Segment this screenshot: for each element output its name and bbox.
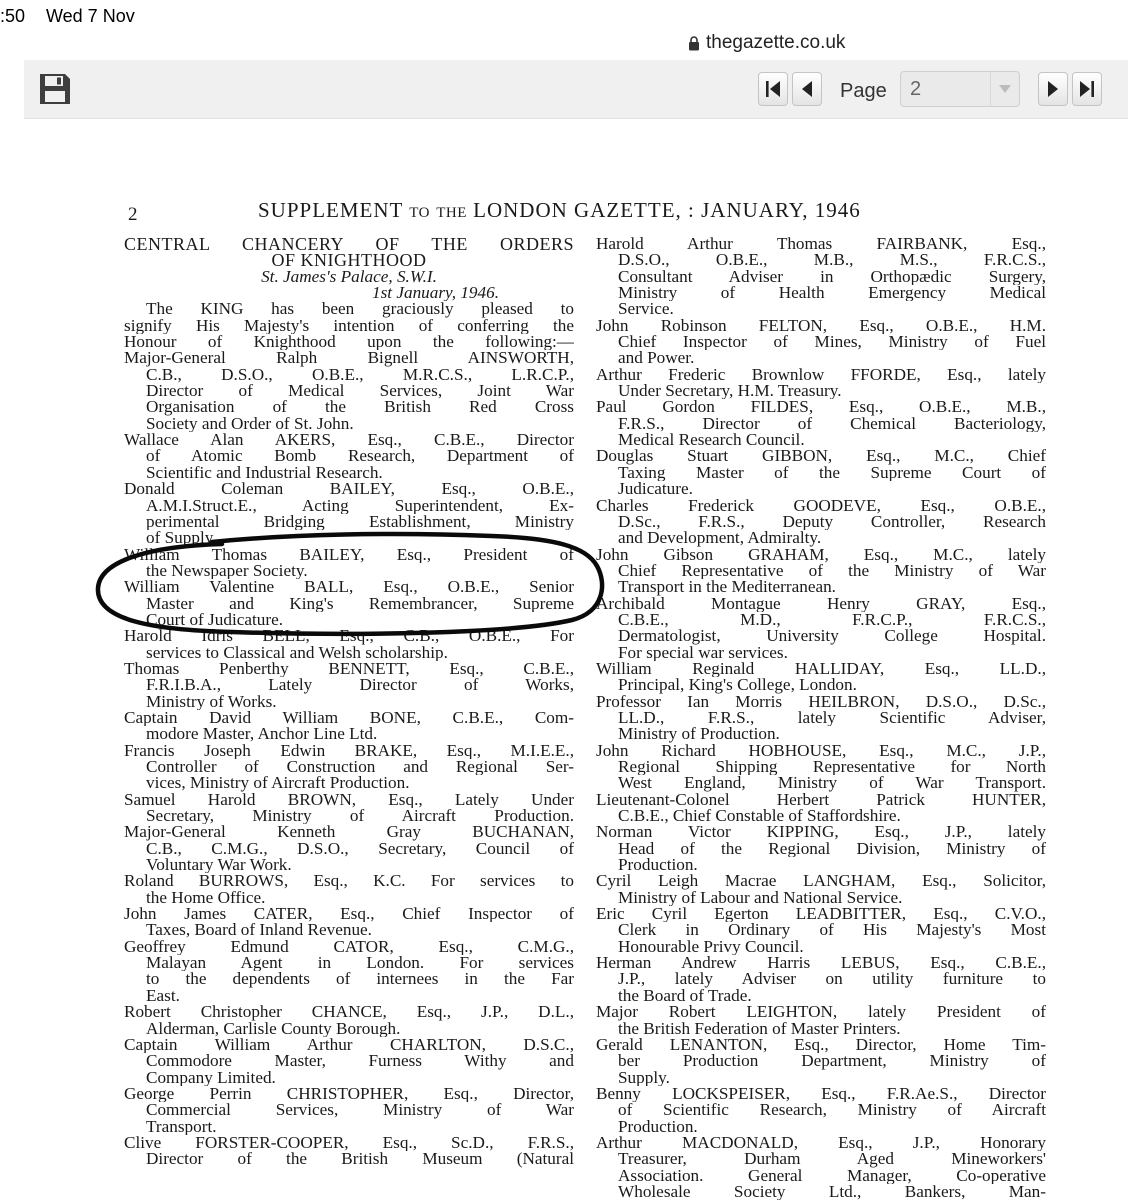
next-page-icon bbox=[1047, 80, 1059, 98]
url-display[interactable] bbox=[688, 32, 845, 54]
right-column-line: Ministry of Production. bbox=[618, 726, 780, 743]
left-column-line: Francis Joseph Edwin BRAKE, Esq., M.I.E.E., bbox=[124, 742, 574, 759]
left-column bbox=[124, 236, 574, 1168]
right-column-line: Judicature. bbox=[618, 481, 693, 498]
right-column-line: of Scientific Research, Ministry of Aircraft bbox=[618, 1102, 1046, 1119]
right-column-line: Production. bbox=[618, 1118, 698, 1135]
right-column-line: the British Federation of Master Printers. bbox=[618, 1020, 901, 1037]
left-column-line: modore Master, Anchor Line Ltd. bbox=[146, 726, 378, 743]
right-column-line: Regional Shipping Representative for North bbox=[618, 759, 1046, 776]
left-column-line: Commodore Master, Furness Withy and bbox=[146, 1053, 574, 1070]
left-column-line: Director of Medical Services, Joint War bbox=[146, 383, 574, 400]
header-gazette: LONDON GAZETTE, bbox=[473, 198, 682, 222]
left-column-line: Scientific and Industrial Research. bbox=[146, 464, 383, 482]
left-column-line: St. James's Palace, S.W.I. bbox=[261, 268, 437, 286]
right-column bbox=[596, 236, 1046, 1200]
previous-page-icon bbox=[801, 80, 813, 98]
left-column-line: Donald Coleman BAILEY, Esq., O.B.E., bbox=[124, 481, 574, 498]
right-column-line: Transport in the Mediterranean. bbox=[618, 579, 836, 596]
right-column-line: Herman Andrew Harris LEBUS, Esq., C.B.E., bbox=[596, 955, 1046, 972]
left-column-line: CENTRAL CHANCERY OF THE ORDERS bbox=[124, 236, 574, 253]
left-column-line: F.R.I.B.A., Lately Director of Works, bbox=[146, 677, 574, 694]
right-column-line: John Robinson FELTON, Esq., O.B.E., H.M. bbox=[596, 317, 1046, 335]
right-column-line: and Development, Admiralty. bbox=[618, 530, 822, 547]
left-column-line: John James CATER, Esq., Chief Inspector of bbox=[124, 906, 574, 923]
address-bar[interactable] bbox=[0, 30, 1128, 56]
page-select[interactable] bbox=[900, 71, 1020, 107]
viewer-toolbar bbox=[24, 60, 1128, 119]
left-column-line: George Perrin CHRISTOPHER, Esq., Director, bbox=[124, 1085, 574, 1103]
right-column-line: Harold Arthur Thomas FAIRBANK, Esq., bbox=[596, 236, 1046, 253]
left-column-line: Malayan Agent in London. For services bbox=[146, 955, 574, 972]
right-column-line: Supply. bbox=[618, 1069, 670, 1086]
right-column-line: Norman Victor KIPPING, Esq., J.P., lately bbox=[596, 824, 1046, 841]
first-page-icon bbox=[765, 80, 781, 98]
left-column-line: Robert Christopher CHANCE, Esq., J.P., D.L., bbox=[124, 1004, 574, 1021]
page-label: Page bbox=[840, 80, 887, 102]
right-column-line: Douglas Stuart GIBBON, Esq., M.C., Chief bbox=[596, 448, 1046, 465]
right-column-line: F.R.S., Director of Chemical Bacteriology, bbox=[618, 415, 1046, 433]
save-icon[interactable] bbox=[38, 72, 72, 106]
next-page-button[interactable] bbox=[1038, 72, 1068, 106]
page-select-value: 2 bbox=[910, 78, 922, 100]
right-column-line: John Gibson GRAHAM, Esq., M.C., lately bbox=[596, 546, 1046, 563]
left-column-line: C.B., C.M.G., D.S.O., Secretary, Council of bbox=[146, 840, 574, 858]
right-column-line: Service. bbox=[618, 301, 674, 318]
right-column-line: D.Sc., F.R.S., Deputy Controller, Research bbox=[618, 513, 1046, 531]
last-page-icon bbox=[1079, 80, 1095, 98]
lock-icon bbox=[688, 36, 700, 51]
right-column-line: Honourable Privy Council. bbox=[618, 938, 804, 956]
right-column-line: Under Secretary, H.M. Treasury. bbox=[618, 383, 842, 400]
left-column-line: Major-General Kenneth Gray BUCHANAN, bbox=[124, 824, 574, 841]
left-column-line: Court of Judicature. bbox=[146, 611, 283, 629]
left-column-line: Society and Order of St. John. bbox=[146, 415, 354, 433]
left-column-line: Organisation of the British Red Cross bbox=[146, 399, 574, 416]
previous-page-button[interactable] bbox=[792, 72, 822, 106]
left-column-line: William Thomas BAILEY, Esq., President of bbox=[124, 546, 574, 563]
right-column-line: Medical Research Council. bbox=[618, 432, 805, 449]
left-column-line: Samuel Harold BROWN, Esq., Lately Under bbox=[124, 791, 574, 809]
right-column-line: C.B.E., M.D., F.R.C.P., F.R.C.S., bbox=[618, 611, 1046, 629]
left-column-line: Director of the British Museum (Natural bbox=[146, 1151, 574, 1168]
right-column-line: Eric Cyril Egerton LEADBITTER, Esq., C.V.O., bbox=[596, 906, 1046, 923]
right-column-line: Professor Ian Morris HEILBRON, D.S.O., D.Sc., bbox=[596, 693, 1046, 710]
right-column-line: Lieutenant-Colonel Herbert Patrick HUNTER, bbox=[596, 791, 1046, 809]
right-column-line: William Reginald HALLIDAY, Esq., LL.D., bbox=[596, 660, 1046, 678]
left-column-line: Major-General Ralph Bignell AINSWORTH, bbox=[124, 350, 574, 367]
last-page-button[interactable] bbox=[1072, 72, 1102, 106]
right-column-line: Wholesale Society Ltd., Bankers, Man- bbox=[618, 1183, 1046, 1200]
left-column-line: Wallace Alan AKERS, Esq., C.B.E., Director bbox=[124, 432, 574, 449]
left-column-line: Roland BURROWS, Esq., K.C. For services to bbox=[124, 873, 574, 890]
right-column-line: ber Production Department, Ministry of bbox=[618, 1053, 1046, 1070]
page-number: 2 bbox=[128, 204, 138, 225]
left-column-line: the Home Office. bbox=[146, 889, 266, 907]
right-column-line: Production. bbox=[618, 857, 698, 874]
page-header bbox=[258, 198, 861, 223]
left-column-line: perimental Bridging Establishment, Ministry bbox=[146, 513, 574, 531]
left-column-line: Taxes, Board of Inland Revenue. bbox=[146, 922, 372, 939]
left-column-line: services to Classical and Welsh scholarship. bbox=[146, 644, 448, 661]
left-column-line: Master and King's Remembrancer, Supreme bbox=[146, 595, 574, 612]
right-column-line: Chief Inspector of Mines, Ministry of Fuel bbox=[618, 334, 1046, 351]
left-column-line: vices, Ministry of Aircraft Production. bbox=[146, 775, 410, 792]
right-column-line: C.B.E., Chief Constable of Staffordshire. bbox=[618, 808, 901, 825]
left-column-line: A.M.I.Struct.E., Acting Superintendent, Ex- bbox=[146, 497, 574, 514]
right-column-line: Clerk in Ordinary of His Majesty's Most bbox=[618, 922, 1046, 939]
left-column-line: C.B., D.S.O., O.B.E., M.R.C.S., L.R.C.P., bbox=[146, 366, 574, 384]
left-column-line: Controller of Construction and Regional Ser- bbox=[146, 759, 574, 776]
left-column-line: Captain William Arthur CHARLTON, D.S.C., bbox=[124, 1036, 574, 1054]
left-column-line: The KING has been graciously pleased to bbox=[146, 301, 574, 318]
right-column-line: LL.D., F.R.S., lately Scientific Adviser, bbox=[618, 709, 1046, 727]
status-time: :50 bbox=[0, 6, 26, 26]
right-column-line: Major Robert LEIGHTON, lately President of bbox=[596, 1004, 1046, 1021]
left-column-line: Clive FORSTER-COOPER, Esq., Sc.D., F.R.S., bbox=[124, 1134, 574, 1152]
header-colon: : bbox=[688, 198, 695, 222]
url-text: thegazette.co.uk bbox=[706, 32, 846, 53]
left-column-line: Transport. bbox=[146, 1118, 217, 1135]
header-supplement: SUPPLEMENT bbox=[258, 198, 403, 222]
left-column-line: of Atomic Bomb Research, Department of bbox=[146, 448, 574, 465]
left-column-line: Alderman, Carlisle County Borough. bbox=[146, 1020, 401, 1037]
right-column-line: Chief Representative of the Ministry of War bbox=[618, 562, 1046, 580]
right-column-line: Arthur Frederic Brownlow FFORDE, Esq., lately bbox=[596, 366, 1046, 384]
left-column-line: signify His Majesty's intention of conferring the bbox=[124, 317, 574, 335]
gazette-page bbox=[0, 118, 1128, 1200]
right-column-line: Dermatologist, University College Hospital. bbox=[618, 628, 1046, 645]
status-date: Wed 7 Nov bbox=[46, 6, 135, 26]
right-column-line: Ministry of Health Emergency Medical bbox=[618, 285, 1046, 302]
right-column-line: Taxing Master of the Supreme Court of bbox=[618, 464, 1046, 482]
left-column-line: 1st January, 1946. bbox=[372, 285, 499, 302]
right-column-line: J.P., lately Adviser on utility furniture to bbox=[618, 971, 1046, 988]
left-column-line: Thomas Penberthy BENNETT, Esq., C.B.E., bbox=[124, 660, 574, 678]
right-column-line: Benny LOCKSPEISER, Esq., F.R.Ae.S., Director bbox=[596, 1085, 1046, 1103]
left-column-line: to the dependents of internees in the Far bbox=[146, 971, 574, 988]
first-page-button[interactable] bbox=[758, 72, 788, 106]
right-column-line: Gerald LENANTON, Esq., Director, Home Tim- bbox=[596, 1036, 1046, 1054]
left-column-line: Commercial Services, Ministry of War bbox=[146, 1102, 574, 1119]
right-column-line: the Board of Trade. bbox=[618, 987, 752, 1005]
right-column-line: Arthur MACDONALD, Esq., J.P., Honorary bbox=[596, 1134, 1046, 1152]
right-column-line: Treasurer, Durham Aged Mineworkers' bbox=[618, 1151, 1046, 1168]
right-column-line: John Richard HOBHOUSE, Esq., M.C., J.P., bbox=[596, 742, 1046, 759]
status-bar bbox=[0, 0, 1128, 32]
header-date: JANUARY, 1946 bbox=[701, 198, 861, 222]
right-column-line: Archibald Montague Henry GRAY, Esq., bbox=[596, 595, 1046, 612]
left-column-line: Geoffrey Edmund CATOR, Esq., C.M.G., bbox=[124, 938, 574, 956]
right-column-line: Association. General Manager, Co-operative bbox=[618, 1167, 1046, 1184]
left-column-line: of Supply. bbox=[146, 530, 217, 547]
right-column-line: West England, Ministry of War Transport. bbox=[618, 775, 1046, 792]
chevron-down-icon[interactable] bbox=[990, 72, 1019, 106]
right-column-line: Paul Gordon FILDES, Esq., O.B.E., M.B., bbox=[596, 399, 1046, 416]
right-column-line: For special war services. bbox=[618, 644, 788, 661]
right-column-line: Charles Frederick GOODEVE, Esq., O.B.E., bbox=[596, 497, 1046, 514]
right-column-line: Principal, King's College, London. bbox=[618, 677, 857, 694]
header-to: TO bbox=[409, 205, 430, 221]
header-the: THE bbox=[436, 205, 467, 221]
left-column-line: Secretary, Ministry of Aircraft Production. bbox=[146, 808, 574, 825]
left-column-line: Harold Idris BELL, Esq., C.B., O.B.E., For bbox=[124, 628, 574, 645]
right-column-line: D.S.O., O.B.E., M.B., M.S., F.R.C.S., bbox=[618, 252, 1046, 269]
right-column-line: Ministry of Labour and National Service. bbox=[618, 889, 903, 907]
right-column-line: Consultant Adviser in Orthopædic Surgery, bbox=[618, 268, 1046, 286]
left-column-line: East. bbox=[146, 987, 180, 1005]
right-column-line: Head of the Regional Division, Ministry of bbox=[618, 840, 1046, 858]
left-column-line: Ministry of Works. bbox=[146, 693, 277, 710]
left-column-line: William Valentine BALL, Esq., O.B.E., Senior bbox=[124, 579, 574, 596]
left-column-line: Company Limited. bbox=[146, 1069, 276, 1086]
left-column-line: Captain David William BONE, C.B.E., Com- bbox=[124, 709, 574, 727]
right-column-line: Cyril Leigh Macrae LANGHAM, Esq., Solicitor, bbox=[596, 873, 1046, 890]
left-column-line: OF KNIGHTHOOD bbox=[271, 252, 427, 269]
right-column-line: and Power. bbox=[618, 350, 695, 367]
left-column-line: the Newspaper Society. bbox=[146, 562, 308, 580]
left-column-line: Honour of Knighthood upon the following:— bbox=[124, 334, 574, 351]
left-column-line: Voluntary War Work. bbox=[146, 857, 292, 874]
